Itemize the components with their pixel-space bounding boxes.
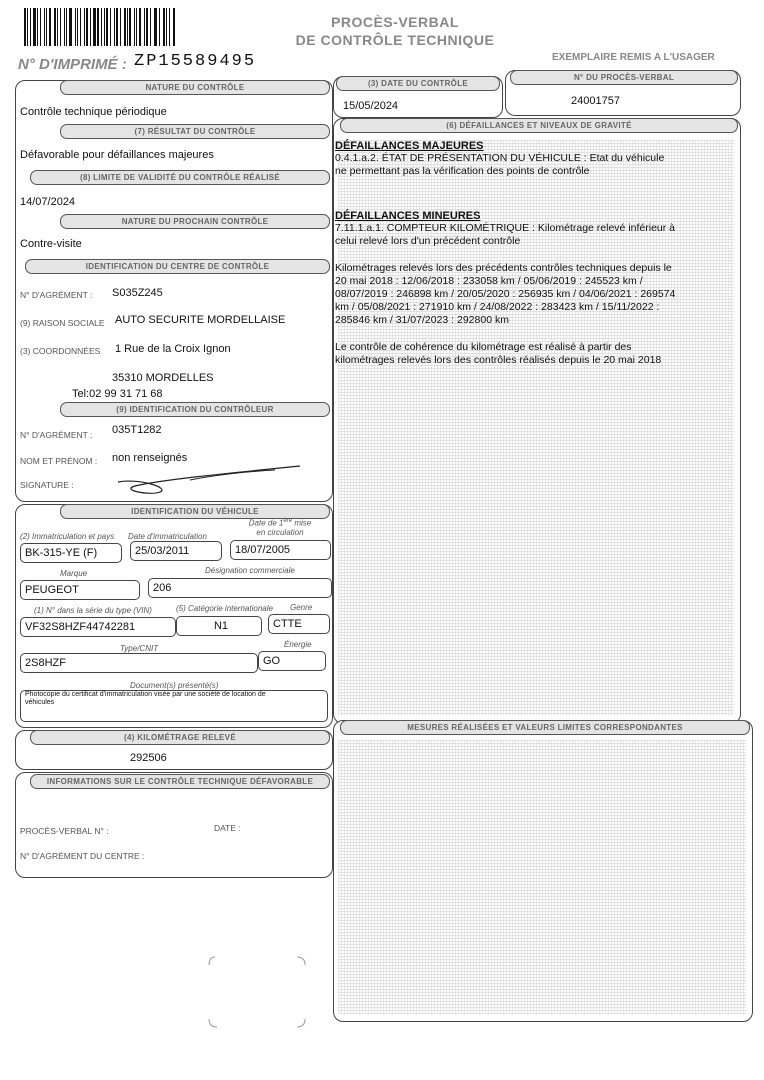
genre-label: Genre (290, 603, 313, 612)
centre-agrement-label: N° D'AGRÉMENT : (20, 290, 93, 300)
vin-field: VF32S8HZF44742281 (20, 617, 176, 637)
barcode-bar (27, 8, 28, 46)
coherence-line2: kilométrages relevés lors des contrôles réalisés depuis le 20 mai 2018 (335, 354, 662, 366)
date-controle-header: (3) DATE DU CONTRÔLE (336, 76, 500, 91)
date-immat-label: Date d'immatriculation (128, 532, 207, 541)
barcode (24, 8, 176, 46)
marque-field: PEUGEOT (20, 580, 140, 600)
document-title-line1: PROCÈS-VERBAL (331, 14, 459, 30)
genre-field: CTTE (268, 614, 330, 634)
barcode-bar (155, 8, 157, 46)
barcode-bar (90, 8, 91, 46)
barcode-bar (46, 8, 47, 46)
barcode-bar (154, 8, 155, 46)
barcode-bar (69, 8, 72, 46)
barcode-bar (33, 8, 36, 46)
barcode-bar (93, 8, 96, 46)
controleur-signature-label: SIGNATURE : (20, 480, 74, 490)
kilometrage-value: 292506 (130, 752, 167, 764)
documents-line2: véhicules (25, 699, 55, 706)
barcode-bar (86, 8, 88, 46)
barcode-bar (129, 8, 131, 46)
centre-raison-label: (9) RAISON SOCIALE (20, 318, 105, 328)
barcode-bar (54, 8, 57, 46)
barcode-bar (139, 8, 142, 46)
barcode-bar (169, 8, 170, 46)
barcode-bar (116, 8, 119, 46)
categorie-label: (5) Catégorie internationale (176, 604, 273, 613)
barcode-bar (106, 8, 108, 46)
barcode-bar (57, 8, 58, 46)
date-controle-value: 15/05/2024 (343, 100, 399, 112)
barcode-bar (97, 8, 99, 46)
mesures-background (338, 740, 746, 1014)
barcode-bar (166, 8, 167, 46)
barcode-bar (84, 8, 85, 46)
prochain-header: NATURE DU PROCHAIN CONTRÔLE (60, 214, 330, 229)
controleur-nom-label: NOM ET PRÉNOM : (20, 456, 98, 466)
designation-field: 206 (148, 578, 332, 598)
defavorable-pv-label: PROCÈS-VERBAL N° : (20, 826, 109, 836)
defaillances-content (335, 140, 735, 367)
barcode-bar (124, 8, 126, 46)
controleur-agrement-value: 035T1282 (112, 424, 162, 436)
controleur-header: (9) IDENTIFICATION DU CONTRÔLEUR (60, 402, 330, 417)
barcode-bar (120, 8, 121, 46)
controleur-nom-value: non renseignés (112, 452, 188, 464)
vin-label: (1) N° dans la série du type (VIN) (34, 606, 152, 615)
barcode-bar (101, 8, 102, 46)
barcode-bar (159, 8, 160, 46)
barcode-bar (24, 8, 26, 46)
document-title-line2: DE CONTRÔLE TECHNIQUE (295, 32, 495, 48)
barcode-bar (173, 8, 175, 46)
barcode-bar (40, 8, 42, 46)
barcode-bar (37, 8, 38, 46)
type-field: 2S8HZF (20, 653, 258, 673)
categorie-field: N1 (176, 616, 262, 636)
defavorable-header: INFORMATIONS SUR LE CONTRÔLE TECHNIQUE DÉFAVORABLE (30, 774, 330, 789)
copy-label: EXEMPLAIRE REMIS A L'USAGER (552, 52, 715, 63)
documents-line1: Photocopie du certificat d'immatriculation visée par une société de location de (25, 691, 266, 698)
defaillances-header: (6) DÉFAILLANCES ET NIVEAUX DE GRAVITÉ (340, 118, 738, 133)
documents-label: Document(s) présenté(s) (130, 681, 219, 690)
barcode-bar (75, 8, 76, 46)
barcode-bar (64, 8, 66, 46)
barcode-bar (146, 8, 148, 46)
resultat-header: (7) RÉSULTAT DU CONTRÔLE (60, 124, 330, 139)
barcode-bar (49, 8, 51, 46)
km-history-line2: 20 mai 2018 : 12/06/2018 : 233058 km / 05/06/2019 : 245523 km / (335, 275, 643, 287)
energie-field: GO (258, 651, 326, 671)
coherence-line1: Le contrôle de cohérence du kilométrage est réalisé à partir des (335, 341, 632, 353)
prochain-value: Contre-visite (20, 238, 82, 250)
barcode-bar (144, 8, 145, 46)
barcode-bar (66, 8, 67, 46)
designation-label: Désignation commerciale (205, 566, 295, 575)
majeures-line1: 0.4.1.a.2. ÉTAT DE PRÉSENTATION DU VÉHICULE : Etat du véhicule (335, 152, 665, 164)
imprime-label: N° D'IMPRIMÉ : (18, 56, 127, 73)
nature-controle-header: NATURE DU CONTRÔLE (60, 80, 330, 95)
defavorable-agrement-label: N° D'AGRÉMENT DU CENTRE : (20, 851, 145, 861)
centre-tel: Tel:02 99 31 71 68 (72, 388, 163, 400)
controleur-signature (100, 458, 310, 500)
nature-controle-value: Contrôle technique périodique (20, 106, 167, 118)
validite-value: 14/07/2024 (20, 196, 76, 208)
defavorable-date-label: DATE : (214, 823, 241, 833)
immat-label: (2) Immatriculation et pays (20, 532, 115, 541)
km-history-line1: Kilométrages relevés lors des précédents contrôles techniques depuis le (335, 262, 672, 274)
centre-address-line1: 1 Rue de la Croix Ignon (115, 343, 231, 355)
premiere-mise-label: Date de 1ère mise en circulation (248, 518, 312, 537)
mineures-title: DÉFAILLANCES MINEURES (335, 210, 481, 222)
energie-label: Énergie (284, 640, 312, 649)
barcode-bar (127, 8, 128, 46)
km-history-line4: km / 05/08/2021 : 271910 km / 24/08/2022 : 283423 km / 15/11/2022 : (335, 301, 660, 313)
km-history-line3: 08/07/2019 : 246898 km / 20/05/2020 : 256935 km / 04/06/2021 : 269574 (335, 288, 676, 300)
majeures-line2: ne permettant pas la vérification des points de contrôle (335, 165, 590, 177)
pv-number-value: 24001757 (571, 95, 620, 107)
mesures-header: MESURES RÉALISÉES ET VALEURS LIMITES CORRESPONDANTES (340, 720, 750, 735)
marque-label: Marque (60, 569, 88, 578)
date-immat-field: 25/03/2011 (130, 541, 222, 561)
mineures-line1: 7.11.1.a.1. COMPTEUR KILOMÉTRIQUE : Kilométrage relevé inférieur à (335, 222, 676, 234)
barcode-bar (80, 8, 81, 46)
barcode-bar (136, 8, 137, 46)
pv-number-header: N° DU PROCÈS-VERBAL (510, 70, 738, 85)
barcode-bar (150, 8, 151, 46)
centre-agrement-value: S035Z245 (112, 287, 163, 299)
barcode-bar (110, 8, 111, 46)
validite-header: (8) LIMITE DE VALIDITÉ DU CONTRÔLE RÉALISÉ (30, 170, 330, 185)
barcode-bar (44, 8, 45, 46)
stamp-frame (205, 955, 315, 1035)
resultat-value: Défavorable pour défaillances majeures (20, 149, 214, 161)
mineures-line2: celui relevé lors d'un précédent contrôle (335, 235, 521, 247)
centre-coord-label: (3) COORDONNÉES (20, 346, 101, 356)
kilometrage-header: (4) KILOMÉTRAGE RELEVÉ (30, 730, 330, 745)
documents-field (20, 690, 328, 722)
centre-raison-value: AUTO SECURITE MORDELLAISE (115, 314, 286, 326)
km-history-line5: 285846 km / 31/07/2023 : 292800 km (335, 314, 509, 326)
centre-header: IDENTIFICATION DU CENTRE DE CONTRÔLE (25, 259, 330, 274)
majeures-title: DÉFAILLANCES MAJEURES (335, 140, 484, 152)
barcode-bar (60, 8, 61, 46)
barcode-bar (30, 8, 31, 46)
barcode-bar (104, 8, 105, 46)
barcode-bar (163, 8, 166, 46)
barcode-bar (134, 8, 135, 46)
immat-field: BK-315-YE (F) (20, 543, 122, 563)
barcode-bar (77, 8, 79, 46)
vehicule-header: IDENTIFICATION DU VÉHICULE (60, 504, 330, 519)
type-label: Type/CNIT (120, 644, 159, 653)
premiere-mise-field: 18/07/2005 (230, 540, 331, 560)
controleur-agrement-label: N° D'AGRÉMENT : (20, 430, 93, 440)
imprime-number: ZP15589495 (134, 52, 257, 71)
barcode-bar (114, 8, 115, 46)
centre-address-line2: 35310 MORDELLES (112, 372, 214, 384)
